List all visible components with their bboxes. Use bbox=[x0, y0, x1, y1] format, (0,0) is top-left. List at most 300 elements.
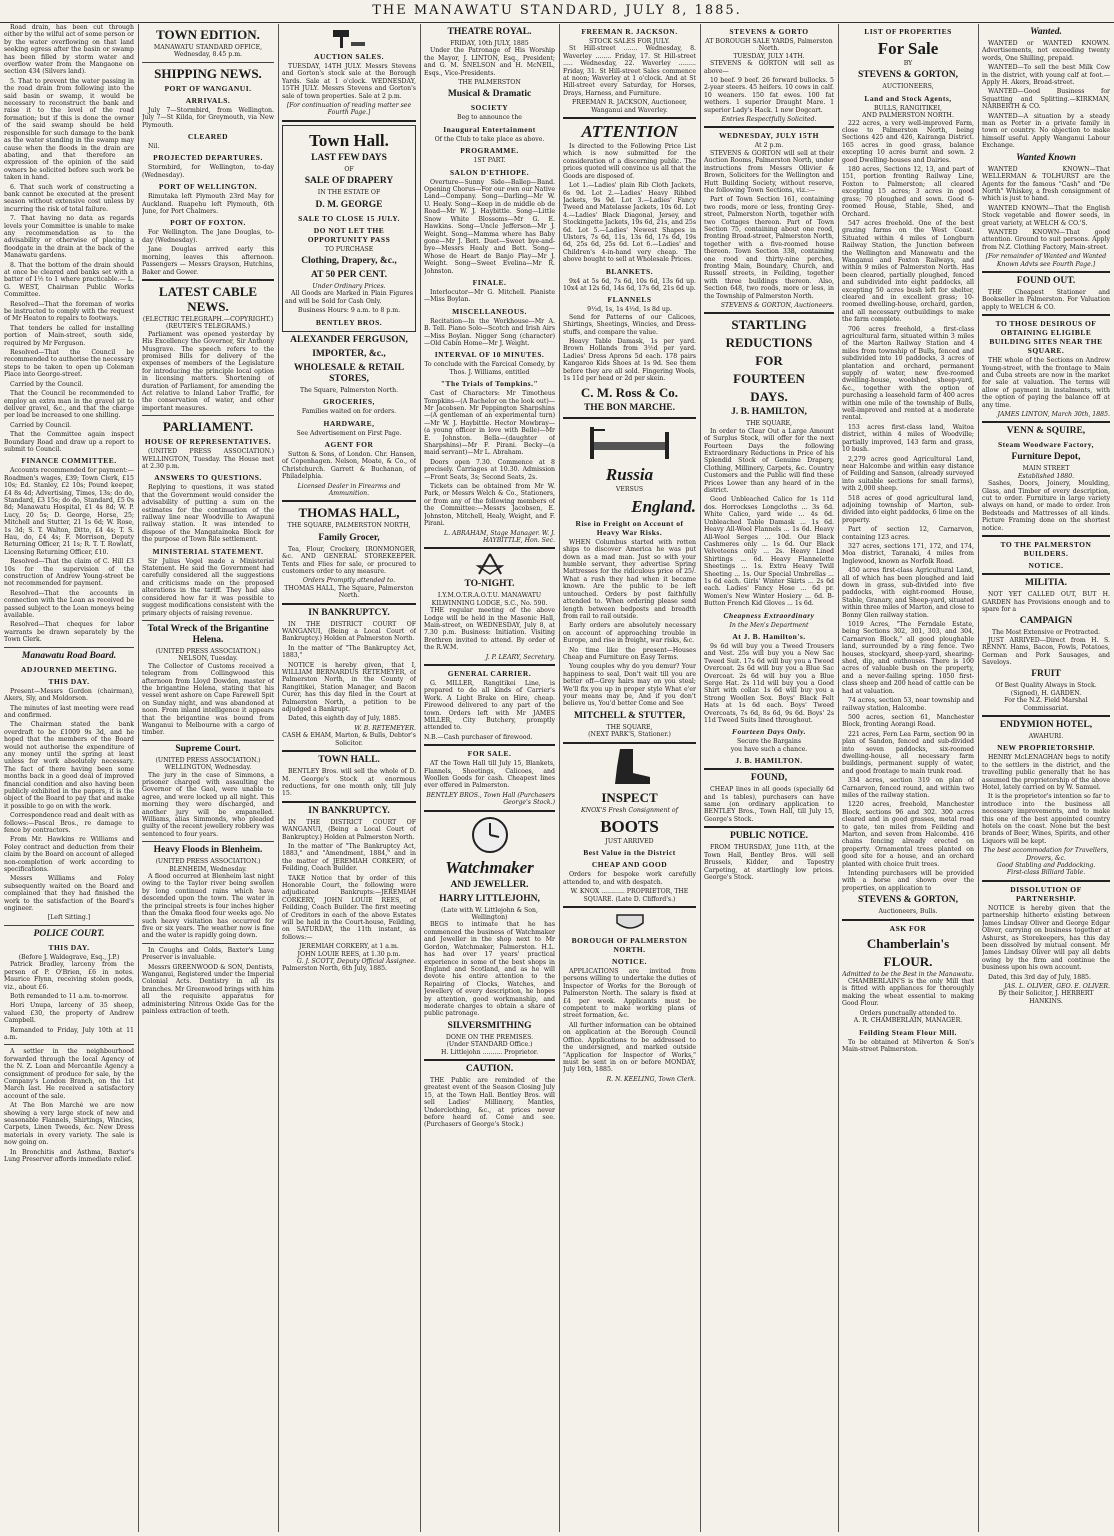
ad-heading: FOURTEEN bbox=[733, 371, 805, 387]
ad-text: Tickets can be obtained from Mr W. Park, or Messrs Welch & Co., Stationers, or from any of the following members of the Committee:—Messrs Jacobsen, E. Johnston, Mitchell, Healy, Weight, and F. Pirani. bbox=[424, 483, 555, 528]
ad-heading: STARTLING bbox=[731, 317, 807, 333]
ad-text: THE SQUARE, bbox=[746, 420, 792, 428]
section-subheading: CLEARED bbox=[187, 132, 229, 142]
ad-text: Part of section 12, Carnarvon, containing 123 acres. bbox=[842, 526, 974, 541]
ad-heading: FRUIT bbox=[1031, 669, 1061, 680]
ad-heading: Steam Woodware Factory, bbox=[997, 440, 1094, 450]
masonic-emblem-icon bbox=[424, 552, 555, 576]
left-sitting-note: [Left Sitting.] bbox=[47, 914, 91, 922]
section-heading: Total Wreck of the Brigantine Helena. bbox=[147, 623, 269, 645]
ad-signature: STEVENS & GORTON, bbox=[857, 895, 959, 906]
ad-text: AWAHURI. bbox=[1028, 732, 1064, 740]
ad-heading: Watchmaker bbox=[445, 857, 534, 877]
ad-text: MAIN STREET bbox=[1022, 465, 1070, 473]
notice-text: JEREMIAH CORKERY, at 1 a.m. bbox=[299, 943, 399, 951]
ad-heading: SALON D'ETHIOPE. bbox=[449, 167, 530, 177]
ad-text: Orders punctually attended to. bbox=[859, 1009, 957, 1017]
section-heading: Wanted. bbox=[1030, 27, 1062, 37]
notice-signature: JAS. L. OLIVER, GEO. E. OLIVER. bbox=[1004, 982, 1110, 990]
article-paragraph: From Mr. Hawkins re Williams and Foley contract and deduction from their claim by the Board on account of alleged non-completion of work according to specifications. bbox=[4, 836, 134, 874]
ad-text: Families waited on for orders. bbox=[301, 408, 397, 416]
ad-text: Young couples why do you demur? Your happiness to seal, Don't wait till you are better off—Grey hairs may on you steal; We'll fix you up in proper style What e'er your means may be, And if you don't believe us, You'd better Come and See bbox=[563, 663, 696, 708]
column-rule bbox=[559, 24, 560, 1532]
article-paragraph: Road drain, has been cut through either by the wilful act of some person or by the water overflowing on that land seeking egress after the basin or swamp has been filled by storm water and overflow water from the Mangaone on section 434 (Silvers land). bbox=[4, 24, 134, 76]
ad-text: 450 acres first-class Agricultural Land, all of which has been ploughed and laid down in grass, sub-divided into five paddocks, with eight-roomed House, Stable, Granary, and Sheep-yard, situated within three miles of Marton, and close to Bonny Glen railway station. bbox=[842, 567, 974, 619]
ad-text: Sashes, Doors, Joinery, Moulding, Glass, and Timber of every description, cut to order. Furniture in large variety always on hand, or made to order. Iron Bedsteads and Mattresses of all kinds. Picture Framing done on the shortest notice. bbox=[982, 480, 1110, 532]
article-paragraph: A settler in the neighbourhood forwarded through the local Agency of the N. Z. Loan and Mercantile Agency a consignment of produce for sale, by the Company's London Branch, on the 1st March last. He received a satisfactory account of the sale. bbox=[4, 1048, 134, 1100]
article-paragraph: 6. That such work of constructing a bank cannot be executed at the present season without extensive cost unless by incurring the risk of total failure. bbox=[4, 183, 134, 213]
notice-heading: IN BANKRUPTCY. bbox=[308, 805, 390, 816]
ad-heading: "The Trials of Tompkins." bbox=[440, 379, 539, 389]
borough-crest-icon bbox=[563, 911, 696, 933]
ad-heading: WEDNESDAY, JULY 15TH bbox=[719, 131, 819, 141]
article-paragraph: At The Bon Marché we are now showing a very large stock of new and seasonable Flannels, Shirtings, Wincies, Carpets, Linen Tweeds, &c. New Dress materials in every variety. The sale is now going on. bbox=[4, 1102, 134, 1147]
article-paragraph: For Wellington. The Jane Douglas, to-day (Wednesday). bbox=[142, 229, 274, 244]
section-subheading: PORT OF FOXTON. bbox=[170, 218, 246, 228]
ad-text: To conclude with the Farcical Comedy, by Thos. J. Williams, entitled bbox=[424, 361, 555, 376]
ad-text: 153 acres first-class land, Waitoa district, within 4 miles of Woodville; partially improved, 143 farm and grass, 10 bush. bbox=[842, 423, 974, 454]
section-subheading: THIS DAY. bbox=[48, 676, 90, 686]
article-paragraph: Jane Douglas arrived early this morning, leaves this afternoon. Passengers — Messrs Grayson, Hutchins, Baker and Gower. bbox=[142, 246, 274, 276]
ad-text: G. MILLER, Rangitikei Line, is prepared to do all kinds of Carrier's Work. A Light Brake on Hire, cheap. Firewood delivered to any part of the town. Orders left with Mr JAMES MILLER, City Butchery, promptly attended to. bbox=[424, 679, 555, 732]
ad-heading: HARDWARE, bbox=[323, 418, 375, 428]
ad-text: TO PURCHASE bbox=[324, 245, 374, 253]
ad-text: The Most Extensive or Protracted. bbox=[991, 629, 1101, 637]
column-rule bbox=[978, 24, 979, 1532]
ad-text: Of the Club to take place as above. bbox=[434, 135, 545, 143]
notice-text: TAKE Notice that by order of this Honorable Court, the following were adjudicated Bankrupts:—JEREMIAH CORKERY, JOHN LOUIE REES, of Feilding, Coach Builder. The first meeting of Creditors in each of the above Estates will be held in the Court-house, Feilding, on SATURDAY, the 11th instant, as follows:— bbox=[282, 874, 416, 941]
ad-heading: Land and Stock Agents, bbox=[864, 93, 952, 103]
ad-heading: ATTENTION bbox=[581, 122, 678, 142]
notice-text: Dated, this eighth day of July, 1885. bbox=[288, 715, 401, 723]
notice-signature: G. J. SCOTT, Deputy Official Assignee. bbox=[296, 958, 416, 966]
ad-text: Cast of Characters: Mr Timotheus Tompkins—(A Bachelor on the look out)—Mr Jacobsen. Mr Peppington Sharpshins—(A gentleman of an experimental turn)—Mr W. J. Haybittle. Hector Mowbray—(a young officer in love with Belle)—Mr E. Johnston. Bella—(daughter of Sharpshins)—Mr F. Pirani. Becky—(a maid servant)—Mr L. Abraham. bbox=[424, 390, 555, 457]
ad-heading: ENDYMION HOTEL, bbox=[999, 719, 1093, 730]
ad-heading: WHOLESALE & RETAIL STORES, bbox=[293, 362, 405, 384]
ad-text: 9x4 at 5s 6d, 7s 6d, 10s 6d, 13s 6d up. 10x4 at 12s 6d, 14s 6d, 17s 6d, 21s 6d up. bbox=[563, 277, 696, 292]
ad-heading: CHEAP AND GOOD bbox=[591, 860, 668, 870]
ad-text: Under the Patronage of His Worship the Mayor, J. LINTON, Esq., President; and G. M. SNELSON and H. McNEIL, Esqs., Vice-Presidents. bbox=[424, 47, 555, 77]
article-paragraph: The jury in the case of Simmons, a prisoner charged with assaulting the Governor of the Gaol, were unable to agree, and were locked up all night. This morning they were discharged, and another jury will be empanelled. Williams, alias Simmonds, who pleaded guilty of the recent jewellery robbery was sentenced to four years. bbox=[142, 771, 274, 838]
ad-heading: AT 50 PER CENT. bbox=[310, 270, 387, 281]
article-paragraph: Carried by the Council. bbox=[10, 380, 84, 388]
column-rule bbox=[420, 24, 421, 1532]
masthead: THE MANAWATU STANDARD, JULY 8, 1885. bbox=[0, 0, 1114, 23]
article-paragraph: Resolved—That cheques for labor warrants be drawn separately by the Town Clerk. bbox=[4, 621, 134, 644]
ad-text: STEVENS & GORTON will sell as above— bbox=[704, 60, 834, 75]
ad-text: Heavy Table Damask, 1s per yard. Brown Hollands from 3½d per yard. Ladies' Dress Aprons 5d each. 178 pairs Kangaroo Kids Shoes at 1s 9d. See them before they are all sold. Fingering Wools, 1s 11d per head or 2d per skein. bbox=[563, 338, 696, 383]
notice-heading: IN BANKRUPTCY. bbox=[308, 607, 390, 618]
ad-text: Early orders are absolutely necessary on account of approaching trouble in Europe, and rise in freight, war risks, &c. bbox=[563, 622, 696, 645]
ad-text: Send for Patterns of our Calicoes, Shirtings, Sheetings, Wincies, and Dress-stuffs, and compare the value. bbox=[563, 313, 696, 336]
column-1 bbox=[4, 24, 134, 1532]
column-8 bbox=[982, 24, 1110, 1532]
notice-text: CASH & EHAM, Marton, & Bulls, Debtor's Solicitor. bbox=[282, 732, 416, 747]
column-rule bbox=[138, 24, 139, 1532]
section-heading: PARLIAMENT. bbox=[162, 419, 254, 435]
ad-heading: SILVERSMITHING bbox=[447, 1020, 532, 1031]
ad-heading: INTERVAL OF 10 MINUTES. bbox=[434, 350, 545, 360]
notice-heading: DISSOLUTION OF PARTNERSHIP. bbox=[1010, 884, 1082, 903]
ad-text: All Goods are Marked in Plain Figures and will be Sold for Cash Only. bbox=[285, 290, 413, 305]
ad-heading: England. bbox=[631, 496, 696, 516]
ad-heading: CAUTION. bbox=[465, 1063, 514, 1074]
ad-heading: DO NOT LET THE OPPORTUNITY PASS bbox=[307, 225, 391, 244]
ad-text: WANTED KNOWN—That good attention. Ground to suit persons. Apply from N.Z. Clothing Factory, Main-street. bbox=[982, 228, 1110, 251]
ad-signature: W. KNOX ............ PROPRIETOR, THE SQUARE. (Late D. Clifford's.) bbox=[570, 888, 689, 903]
ad-heading: ASK FOR bbox=[889, 923, 927, 933]
ad-text: BULLS, RANGITIKEI, bbox=[874, 104, 942, 112]
ad-text: CHEAP lines in all goods (specially 6d and 1s tables), purchasers can have same (on ordinary application to BENTLEY Bros., Town Hall, till July 15, George's Stock. bbox=[704, 786, 834, 823]
ad-signature: A. R. CHAMBERLAIN, MANAGER. bbox=[853, 1017, 963, 1025]
ad-heading: SALE OF DRAPERY bbox=[304, 176, 394, 187]
ad-heading: Best Value in the District bbox=[583, 848, 676, 858]
ad-text: THE PALMERSTON bbox=[458, 79, 521, 87]
ad-text: 221 acres, Fern Lea Farm, section 90 in plan of Sandon, fenced and sub-divided into seven paddocks, six-roomed dwelling-house, all necessary farm buildings, permanent supply of water, and good frontage to main trunk road. bbox=[842, 730, 974, 775]
ad-heading: FOR SALE. bbox=[467, 749, 512, 759]
ad-text: BEGS to intimate that he has commenced the business of Watchmaker and Jeweller in the shop next to Mr Gordon, Watchmaker, Palmerston. H.L. has had over 17 years' practical experience in some of the best shops in England and Scotland, and as he will devote his entire attention to the Repairing of Clocks, Watches, and Jewellery of every description, he hopes by attention, good workmanship, and moderate charges to obtain a share of public patronage. bbox=[424, 921, 555, 1018]
section-subheading: MINISTERIAL STATEMENT. bbox=[152, 546, 264, 556]
ad-heading: Inaugural Entertainment bbox=[443, 124, 536, 134]
section-subheading: PROJECTED DEPARTURES. bbox=[153, 153, 263, 163]
article-paragraph: 8. That the bottom of the drain should at once be cleared and banks set with a batter of 1½ to 1 where practicable.— L. G. WEST, Chairman Public Works Committee. bbox=[4, 261, 134, 299]
ad-signature: FREEMAN R. JACKSON, Auctioneer, Wanganui and Waverley. bbox=[572, 99, 687, 114]
column-rule bbox=[700, 24, 701, 1532]
ad-text: It is the proprietor's intention so far to introduce into the business all necessary improvements, and to make this one of the best appointed country hotels on the coast. None but the best brands of Beer, Wines, Spirits, and other Liquors will be kept. bbox=[982, 793, 1110, 845]
ad-text: 10 beef. 9 beef. 26 forward bullocks. 5 2-year steers. 45 heifers. 10 cows in calf. 10 weaners. 150 fat ewes. 100 fat wethers. 1 superior Draught Mare. 1 superior Lady's Hack. 1 new Dogcart. bbox=[704, 77, 834, 114]
ad-text: WANTED—A situation by a steady man as Porter in a private family in town or country. No objection to make himself useful. Apply Wanganui Labour Exchange. bbox=[982, 112, 1110, 150]
article-paragraph: In Bronchitis and Asthma, Baxter's Lung Preserver affords immediate relief. bbox=[4, 1148, 134, 1164]
notice-heading: NOTICE. bbox=[1028, 561, 1064, 571]
ad-text: 9½d, 1s, 1s 4½d, 1s 8d up. bbox=[587, 306, 672, 314]
ad-text: THE whole of the Sections on Andrew Young-street, with the frontage to Main and Cuba streets are now in the market for sale at valuation. The terms will allow of payment in instalments, with the option of paying the balance off at any time. bbox=[982, 357, 1110, 409]
notice-text: FROM THURSDAY, June 11th, at the Town Hall, Bentley Bros. will sell Brussels, Kidder, and Tapestry Carpeting, at startlingly low prices. George's Stock. bbox=[704, 844, 834, 881]
column-7 bbox=[842, 24, 974, 1532]
ad-text: CHAMBERLAIN'S is the only Mill that is fitted with appliances for thoroughly making the wheat essential to making Good Flour. bbox=[842, 978, 974, 1008]
article-paragraph: That the Committee again inspect Boundary Road and draw up a report to submit to Council. bbox=[4, 431, 134, 453]
ad-text: In the Men's Department bbox=[729, 621, 809, 629]
ad-text: Of Best Quality Always in Stock. bbox=[995, 682, 1097, 690]
article-paragraph: Resolved—That the Council be recommended to authorise the necessary steps to be taken to open up Coleman Place into George-street. bbox=[4, 349, 134, 379]
section-subheading: ARRIVALS. bbox=[185, 95, 231, 105]
ad-text: Tea, Flour, Crockery, IRONMONGER, &c. AND GENERAL STOREKEEPER. Tents and Flies for sale, or procured to customers order to any measure. bbox=[282, 545, 416, 575]
ad-text: The Square, Palmerston North. bbox=[299, 386, 399, 394]
section-heading: SHIPPING NEWS. bbox=[154, 65, 262, 81]
ad-text: WANTED KNOWN—That WELLERMAN & TOLHURST are the Agents for the famous "Cash" and "De North" Whiskey, a fresh consignment of which is just to hand. bbox=[982, 165, 1110, 203]
article-paragraph: Resolved—That the accounts in connection with the Loan as received be passed subject to the Loan moneys being available. bbox=[4, 589, 134, 620]
ad-signature: L. ABRAHAM, Stage Manager. W. J. HAYBITTLE, Hon. Sec. bbox=[443, 529, 555, 544]
ad-text: 500 acres, section 61, Manchester Block, fronting Aorangi Road. bbox=[842, 713, 974, 729]
ad-text: Established 1880. bbox=[1017, 472, 1075, 480]
ad-heading: Rise in Freight on Account of Heavy War Risks. bbox=[575, 518, 684, 537]
section-heading: LATEST CABLE NEWS. bbox=[158, 283, 258, 314]
ad-heading: MITCHELL & STUTTER, bbox=[573, 710, 686, 721]
ad-text: WHEN Columbus started with rotten ships to discover America he was put down as a mad man. Just so with your humble servant, they advertise Spring Mattresses for the ridiculous price of 25/. What a rush they had when it became known. Are the public to be left untouched. Orders by post faithfully attended to. When ordering please send length between bedposts and breadth from rail to rail outside. bbox=[563, 538, 696, 620]
ad-heading: For Sale bbox=[877, 39, 939, 58]
article-paragraph: That tenders be called for installing portion of Main-street, south side, required by Mr Ferguson. bbox=[4, 324, 134, 347]
ad-text: For the N.Z. Field Marshal Commissariat. bbox=[1004, 697, 1088, 712]
article-paragraph: Rimutaka left Plymouth 23rd May for Auckland. Ruapehu left Plymouth, 6th June, for Port Chalmers. bbox=[142, 193, 274, 216]
ad-signature: BENTLEY BROS., Town Hall (Purchasers George's Stock.) bbox=[426, 791, 555, 807]
ad-heading: PROGRAMME. bbox=[460, 146, 519, 156]
ad-signature: BENTLEY BROS. bbox=[315, 317, 383, 327]
auction-hammer-icon bbox=[282, 27, 416, 49]
ad-heading: BOOTS bbox=[600, 817, 659, 836]
ad-text: 1019 Acres, "The Ferndale Estate, being Sections 302, 301, 303, and 304, Carnarvon Block," all good ploughable land, surrounded by a ring fence. Two houses, stockyard, sheep-yard, shearing-shed, dip, and outhouses. There is 100 acres of valuable bush on the property, and a never-failing spring. 1050 first-class sheep and 200 head of cattle can be had at valuation. bbox=[842, 621, 974, 695]
section-heading: FINANCE COMMITTEE. bbox=[21, 456, 117, 466]
section-subheading: PORT OF WELLINGTON. bbox=[158, 182, 258, 192]
ad-text: Interlocutor—Mr G. Mitchell. Pianiste—Miss Boylan. bbox=[424, 288, 555, 304]
column-4 bbox=[424, 24, 555, 1532]
ad-text: Orders for bespoke work carefully attended to, and with despatch. bbox=[563, 871, 696, 886]
ad-text: (NEXT PARK'S, Stationer.) bbox=[588, 731, 671, 739]
article-paragraph: Messrs Williams and Foley subsequently waited on the Board and complained that they had finished the work to the satisfaction of the Board's engineer. bbox=[4, 875, 134, 913]
section-subheading: PORT OF WANGANUI. bbox=[164, 83, 252, 93]
column-rule bbox=[278, 24, 279, 1532]
ad-text: 222 acres, a very well-improved Farm, close to Palmerston North, being Sections 425 and 426, Kairanga District. 165 acres in good grass, balance excepting 10 acres burnt and sown. 2 good Dwelling-houses and Dairies. bbox=[842, 119, 974, 164]
notice-text: THE regular meeting of the above Lodge will be held in the Masonic Hall, Main-street, on WEDNESDAY, July 8, at 7.30 p.m. Business: Initiation. Visiting Brethren invited to attend. By order of the R.W.M. bbox=[424, 607, 555, 652]
section-heading: Wanted Known bbox=[1016, 152, 1076, 163]
ad-text: AUCTIONEERS, bbox=[882, 83, 934, 91]
ad-text: THE SQUARE, bbox=[606, 723, 653, 731]
ad-heading: REDUCTIONS bbox=[725, 335, 813, 351]
section-subheading: (UNITED PRESS ASSOCIATION.) BLENHEIM, Wednesday. bbox=[155, 858, 261, 873]
ad-signature: JAMES LINTON, March 30th, 1885. bbox=[997, 411, 1110, 419]
ad-heading: IMPORTER, &c., bbox=[312, 348, 386, 359]
ad-text: KNOX'S Fresh Consignment of bbox=[581, 806, 678, 814]
ad-heading: Fourteen Days Only. bbox=[731, 727, 806, 737]
ad-text: FRIDAY, 10th JULY, 1885 bbox=[450, 40, 529, 47]
column-6 bbox=[704, 24, 834, 1532]
ad-text: JUST ARRIVED bbox=[605, 838, 654, 845]
ad-text: THE SQUARE, PALMERSTON NORTH, bbox=[287, 522, 411, 530]
ad-text: WANTED KNOWN—That the English Stock vegetable and flower seeds, in great variety, at WELCH & CO.'S. bbox=[982, 204, 1110, 227]
ad-heading: STEVENS & GORTON, bbox=[857, 70, 959, 81]
ad-text: DONE ON THE PREMISES. bbox=[445, 1033, 534, 1041]
court-before: (Before J. Waldegrave, Esq., J.P.) bbox=[18, 953, 120, 961]
ad-heading: Furniture Depot, bbox=[1011, 452, 1081, 463]
notice-text: NOTICE is hereby given, that I, WILLIAM BERNARDUS RETEMEYER, of Palmerston North, in the County of Rangitikei, Station Manager, and Bacon Curer, has this day filed in the Court at Palmerston North, a petition to be adjudged a Bankrupt. bbox=[282, 661, 416, 714]
ad-heading: FINALE. bbox=[472, 277, 507, 287]
ad-heading: FREEMAN R. JACKSON. bbox=[581, 27, 678, 36]
section-subheading: (UNITED PRESS ASSOCIATION.) WELLINGTON, Wednesday. bbox=[155, 756, 261, 772]
notice-heading: PUBLIC NOTICE. bbox=[729, 831, 809, 842]
section-heading: TOWN EDITION. bbox=[156, 27, 260, 42]
article-paragraph: July 7—Stormbird, from Wellington. July 7—St Kilda, for Greymouth, via New Plymouth. bbox=[142, 106, 274, 129]
notice-signature: W. B. RETEMEYER. bbox=[354, 724, 416, 732]
ad-heading: DAYS. bbox=[750, 389, 788, 405]
ad-heading: HARRY LITTLEJOHN, bbox=[439, 893, 540, 904]
ad-heading: Feilding Steam Flour Mill. bbox=[859, 1027, 957, 1037]
ad-text: Licensed Dealer in Firearms and Ammunition. bbox=[297, 482, 401, 497]
article-paragraph: Both remanded to 11 a.m. to-morrow. bbox=[10, 992, 128, 1000]
article-paragraph: Remanded to Friday, July 10th at 11 a.m. bbox=[4, 1026, 134, 1041]
article-paragraph: 5. That to prevent the water passing in the road drain from following into the said basin or swamp, it would be necessary to reconstruct the bank and raise it to the level of the road formation; but if this is done the owner of the said swamp should be held responsible for such damage to the bank as the water standing in the swamp may cause when the floods in the drain are abating, and that therefore an expression of the opinion of the said owners be solicited before such work be taken in hand. bbox=[4, 77, 134, 182]
ad-text: No time like the present—Houses Cheap and Furniture on Easy Terms. bbox=[563, 646, 696, 661]
ad-heading: At J. B. Hamilton's. bbox=[732, 631, 806, 641]
ad-heading: STEVENS & GORTO bbox=[729, 27, 809, 36]
ad-text: Beg to announce the bbox=[457, 114, 522, 122]
ad-heading: THOMAS HALL, bbox=[298, 505, 400, 521]
ad-heading: FOUND OUT. bbox=[1016, 275, 1076, 286]
notice-text: All further information can be obtained on application at the Borough Council Office. Applications to be addressed to the undersigned, and marked outside "Application for Inspector of Works," must be sent in on or before MONDAY, July 16th, 1885. bbox=[563, 1021, 696, 1074]
ad-heading: MISCELLANEOUS. bbox=[452, 306, 527, 316]
notice-heading: TO THE PALMERSTON BUILDERS. bbox=[1000, 540, 1092, 559]
section-heading: Heavy Floods in Blenheim. bbox=[153, 845, 263, 856]
ad-signature: STEVENS & GORTON, Auctioneers. bbox=[720, 302, 834, 309]
ad-text: 74 acres, section 53, near township and railway station, Halcombe. bbox=[842, 697, 974, 712]
ad-heading: Chamberlain's bbox=[866, 935, 950, 951]
ad-heading: LAST FEW DAYS bbox=[311, 152, 387, 163]
ad-heading: THEATRE ROYAL. bbox=[447, 27, 532, 37]
notice-text: IN THE DISTRICT COURT OF WANGANUI, (Being a Local Court of Bankruptcy.) Holden at Palmerston North. bbox=[282, 620, 416, 643]
ad-text: 9s 6d will buy you a Tweed Trousers and Vest. 25s will buy you a New Sac Tweed Suit. 17s 6d will buy you a Tweed Overcoat. 2s 6d will buy you a Blue Sac Overcoat. 2s 6d will buy you a Blue Serge Hat. 2s 11d will buy you a Good Shirt with collar. 1s 6d will buy you a Strong Woollen Sox. Boys' Black Felt Hats at 1s 6d each. Boys' Tweed Overcoats, 7s 6d, 8s 6d, 9s 6d. Boys' 2s 11d Tweed Suits lined throughout. bbox=[704, 642, 834, 725]
article-paragraph: The Chairman stated the bank overdraft to be £1009 9s 3d, and he hoped that the members of the Board would not authorise the expenditure of any money until the spring at least unless for work absolutely necessary. The fact of there having been some months back in a good deal of improved financial condition and also having been publicly exhibited in the papers, it is the object of the Board to pay that and make it possible to go on with the work. bbox=[4, 721, 134, 810]
article-paragraph: Nil. bbox=[148, 143, 160, 151]
ad-heading: TO THOSE DESIROUS OF OBTAINING ELIGIBLE BUILDING SITES NEAR THE SQUARE. bbox=[989, 319, 1103, 356]
section-subheading: (UNITED PRESS ASSOCIATION.) NELSON, Tuesday. bbox=[155, 647, 261, 663]
ad-text: 2,279 acres good Agricultural Land, near Halcombe and within easy distance of Feilding and Sanson, (already surveyed into suitable sections for small farms), with 2,000 sheep. bbox=[842, 455, 974, 493]
notice-text: I.Y.M.O.T.R.A.O.T.U. MANAWATU KILWINNING LODGE, S.C., No. 590. bbox=[431, 592, 548, 607]
ad-text: Sutton & Sons, of London. Chr. Hansen, of Copenhagen. Nelson, Moate, & Co., of Christchurch. Garrett & Buchanan, of Philadelphia. bbox=[282, 450, 416, 481]
notice-text: NOTICE is hereby given that the partnership hitherto existing between James Lindsay Oliver and George Edgar Oliver, carrying on business together at Ashurst, as Storekeepers, has this day been dissolved by mutual consent. Mr James Lindsay Oliver will pay all debts owing by the firm and continue the business upon his own account. bbox=[982, 904, 1110, 972]
article-paragraph: Resolved—That the foreman of works be instructed to comply with the request of Mr Heaton to repairs to footways. bbox=[4, 300, 134, 323]
ad-heading: AND JEWELLER. bbox=[450, 879, 529, 890]
clock-icon bbox=[424, 815, 555, 855]
column-3 bbox=[282, 24, 416, 1532]
ad-text: Lot 1.—Ladies' plain Rib Cloth Jackets, 6s 9d. Lot 2.—Ladies' Heavy Ribbed Jackets, 9s 9d. Lot 3.—Ladies' Fancy Tweed and Matelasse Jackets, 10s 6d. Lot 4.—Ladies' Black Diagonal, Jersey, and Stockingette Jackets, 19s 6d, 21s, and 25s 6d. Lot 5.—Ladies' Newest Shapes in Ulsters, 7s 6d, 11s, 13s 6d, 17s 6d, 19s 6d, 25s 6d, 25s 6d. Lot 6.—Ladies' and Children's 4-in-hand very cheap. The above bought to sell at Wholesale Prices. bbox=[563, 182, 696, 264]
ad-text: BY bbox=[903, 60, 913, 67]
ad-signature: (Signed), H. GARDEN. bbox=[1010, 689, 1082, 697]
notice-text: In the matter of "The Bankruptcy Act, 1883," bbox=[282, 644, 416, 660]
ad-heading: FOR bbox=[755, 353, 783, 369]
article-paragraph: A flood occurred at Blenheim last night owing to the Taylor river being swollen by long continued rains which have descended upon the town. The water in the principal streets is four inches higher than the Omaka flood four weeks ago. No such heavy visitation has occurred for five or six years. The weather now is fine and the water is rapidly going down. bbox=[142, 873, 274, 940]
article-paragraph: That the Council be recommended to employ an extra man in the gravel pit to deliver gravel, &c., and that the charge per load be increased to one shilling. bbox=[4, 390, 134, 420]
ad-text: Orders Promptly attended to. bbox=[302, 577, 396, 585]
ad-heading: VENN & SQUIRE, bbox=[1006, 426, 1086, 437]
article-paragraph: Sir Julius Vogel made a Ministerial Statement. He said the Government had carefully considered all the suggestions and criticisms made on the proposed alterations in the tariff. They had also considered how far it was possible to suggest modifications consistent with the primary objects of raising revenue. bbox=[142, 557, 274, 617]
notice-text: IN THE DISTRICT COURT OF WANGANUI, (Being a Local Court of Bankruptcy.) Holden at Palmerston North. bbox=[282, 818, 416, 841]
ad-text: Doors open 7.30. Commence at 8 precisely. Carriages at 10.30. Admission—Front Seats, 3s; Second Seats, 2s. bbox=[424, 458, 555, 481]
notice-text: JOHN LOUIE REES, at 1.30 p.m. bbox=[297, 950, 401, 958]
ad-text: Admitted to be the Best in the Manawatu. bbox=[842, 970, 974, 978]
ad-text: In order to Clear Out a Large Amount of Surplus Stock, will offer for the next Fourteen Days the following Extraordinary Reductions in Price of his Splendid Stock of Genuine Drapery, Clothing, Millinery, Carpets, &c. Country Customers and the Public will find these Prices Lower than any heard of in the district. bbox=[704, 427, 834, 495]
article-paragraph: (UNITED PRESS ASSOCIATION.) WELLINGTON, Tuesday. The House met at 2.30 p.m. bbox=[142, 448, 274, 470]
section-heading: Supreme Court. bbox=[175, 743, 241, 754]
ad-text: 327 acres, sections 171, 172, and 174, Moa district, Taranaki, 4 miles from Inglewood, known as Norfolk Road. bbox=[842, 542, 974, 565]
ad-text: 1ST PART. bbox=[473, 157, 506, 165]
continuation-note: [For remainder of Wanted and Wanted Known Advts see Fourth Page.] bbox=[985, 253, 1107, 268]
ad-text: See Advertisement on First Page. bbox=[296, 429, 402, 437]
notice-heading: BOROUGH OF PALMERSTON NORTH. bbox=[571, 936, 688, 955]
ad-text: WANTED or WANTED KNOWN. Advertisements, not exceeding twenty words, One Shilling, prepaid. bbox=[982, 40, 1110, 62]
ad-heading: Russia bbox=[605, 465, 654, 485]
ad-heading: ALEXANDER FERGUSON, bbox=[290, 334, 408, 345]
section-subheading: (ELECTRIC TELEGRAPH.—COPYRIGHT.) (REUTER'S TELEGRAMS.) bbox=[142, 315, 274, 331]
ad-heading: MILITIA. bbox=[1025, 578, 1067, 589]
ad-text: THE Cheapest Stationer and Bookseller in Palmerston. For Valuation apply to WELCH & CO. bbox=[982, 288, 1110, 311]
ad-text: TUESDAY, JULY 14TH. bbox=[733, 52, 805, 60]
ad-text: Secure the Bargains bbox=[736, 738, 802, 746]
notice-text: APPLICATIONS are invited from persons willing to undertake the duties of Inspector of Works for the Borough of Palmerston North. The salary is fixed at £4 per week. Applicants must be competent to make working plans of street formation, &c. bbox=[563, 968, 696, 1020]
notice-text: Palmerston North, 6th July, 1885. bbox=[282, 965, 388, 973]
article-paragraph: TUESDAY, 14TH JULY. Messrs Stevens and Gorton's stock sale at the Borough Yards. Sale at 1 o'clock. WEDNESDAY, 15TH JULY. Messrs Stevens and Gorton's sale of town properties. Sale at 2 p.m. bbox=[282, 63, 416, 100]
ad-heading: LIST OF PROPERTIES bbox=[864, 27, 952, 36]
ad-text: OF bbox=[344, 165, 354, 173]
advertisement-text: In Coughs and Colds, Baxter's Lung Preserver is invaluable. bbox=[142, 946, 274, 962]
ad-text: The best accommodation for Travellers, Drovers, &c. bbox=[983, 847, 1109, 862]
section-subheading: HOUSE OF REPRESENTATIVES. bbox=[144, 437, 272, 447]
ad-signature: J. B. HAMILTON. bbox=[735, 756, 803, 766]
ad-heading: D. M. GEORGE bbox=[315, 199, 383, 210]
article-paragraph: Carried by Council. bbox=[10, 421, 72, 429]
ad-text: 334 acres, section 319 on plan of Carnarvon, fenced round, and within two miles of the railway station. bbox=[842, 777, 974, 799]
ad-heading: CAMPAIGN bbox=[1019, 616, 1073, 627]
ad-text: AND PALMERSTON NORTH. bbox=[862, 112, 954, 120]
notice-heading: NOTICE. bbox=[612, 957, 647, 967]
ad-text: NOT YET CALLED OUT, BUT H. GARDEN has Provisions enough and to spare for a bbox=[982, 591, 1110, 613]
column-rule bbox=[838, 24, 839, 1532]
ad-text: WANTED—To sell the best Milk Cow in the district, with young calf at foot.—Apply H. Akers, Broad-street. bbox=[982, 64, 1110, 87]
ad-text: Part of Town Section 161, containing two roods, more or less, fronting Grey-street, Palmerston North, together with two Cottages thereon. Part of Town Section 75, containing about one rood, fronting Broad-street, Palmerston North, together with a five-roomed house thereon. Town Section 338, containing one rood and thirty-nine perches, fronting Main, Boundary, Church, and Russell streets, in Feilding, together with three buildings thereon. Also, Section 648, two roods, more or less, in the Township of Palmerston North. bbox=[704, 196, 834, 300]
section-subheading: ADJOURNED MEETING. bbox=[20, 664, 118, 674]
ad-heading: FLOUR. bbox=[883, 953, 933, 969]
article-paragraph: Accounts recommended for payment:—Roadmen's wages, £39; Town Clerk, £15 10s; Ed. Stanley, £2 10s; Pound keeper, £4 8s 4d; Advertising, Times, 13s; do do, Standard, £3 15s; do do, Standard, £5 0s 8d; Manawatu Hospital, £1 4s 8d; W. P. Lucy, 20 5s; D. George, Horse, 25; Mitchell and Stutter, 21 1s 6d; W. Rose, 1s 3d; S. T. Walton, Ditto, £4 4s; T. S. Hau, do, £4 4s; F. Morrison, Deputy Returning Officer, 21 1s; R. T. T. Rowlatt, Licensing Returning Officer, £10. bbox=[4, 467, 134, 556]
section-subheading: MANAWATU STANDARD OFFICE, Wednesday, 8.45 p.m. bbox=[153, 44, 263, 59]
column-2 bbox=[142, 24, 274, 1532]
ad-text: Auctioneers, Bulls. bbox=[878, 908, 938, 916]
column-5 bbox=[563, 24, 696, 1532]
ad-heading: J. B. HAMILTON, bbox=[731, 407, 807, 418]
ad-heading: FOUND, bbox=[750, 773, 788, 784]
article-paragraph: Stormbird, for Wellington, to-day (Wednesday). bbox=[142, 164, 274, 179]
section-subheading: ANSWERS TO QUESTIONS. bbox=[154, 473, 262, 483]
ad-text: 1220 acres, freehold, Manchester Block, sections 96 and 302. 300 acres cleared and in good grasses, metal road to gate, ten miles from Feilding and Marton, and seven from Halcombe. 416 chains fencing already erected on property. Ornamental trees planted on good site for a house, and an orchard planted with choice fruit trees. bbox=[842, 801, 974, 868]
ad-heading: GENERAL CARRIER. bbox=[447, 668, 532, 678]
ad-text: Entries Respectfully Solicited. bbox=[721, 116, 817, 124]
article-paragraph: Patrick Bradley, larceny from the person of P. O'Brien, £6 in notes. Maurice Flynn, receiving stolen goods, viz., about £6. bbox=[4, 961, 134, 991]
ad-heading: INSPECT bbox=[601, 789, 658, 805]
section-subheading: THIS DAY. bbox=[48, 942, 90, 952]
ad-text: VERSUS bbox=[615, 486, 644, 494]
ad-text: Overture—Sunny Side—Ballep—Band. Opening Chorus—For our own our Native Land—Company. Song—Darling—Mr W. U. Healy. Song—Keep in de middle ob de Road—Mr W. J. Haybittle. Song—Little Snow White Blossoms—Mr G. E. Hawkins. Song—Uncle Jefferson—Mr J. Weight. Song—Mamma where has Baby gone—Mr J. Bett. Duet—Sweet bye-and-bye—Messrs Healy and Bett. Song—Whose de Heart de Banjo Play—Mr J. Weight. Song—Sweet Evelina—Mr R. Johnston. bbox=[424, 178, 555, 275]
ad-heading: Family Grocer, bbox=[318, 532, 380, 543]
advertisement-text: Messrs GREENWOOD & SON, Dentists, Wanganui, Registered under the Imperial Colonial Acts. Dentistry in all its branches. Mr Greenwood brings with him all the requisite apparatus for administering Nitrous Oxide Gas for the painless extraction of teeth. bbox=[142, 963, 274, 1015]
ad-text: HENRY McLENAGHAN begs to notify to the settlers in the district, and the travelling public generally that he has assumed the proprietorship of the above Hotel, lately carried on by W. Samuel. bbox=[982, 754, 1110, 791]
ad-heading: Cheapness Extraordinary bbox=[723, 610, 815, 620]
ad-heading: GROCERIES, bbox=[323, 397, 375, 407]
ad-text: 180 acres, Sections 12, 13, and part of 151, portion fronting Railway Line, Foxton to Palmerston; all cleared excepting 15 acres; 3 acres in good grass; 70 ploughed and sown. Good 6-roomed House, Stable, Shed, and Orchard. bbox=[842, 166, 974, 218]
ad-text: (Late with W. Littlejohn & Son, Wellington) bbox=[441, 906, 538, 922]
ad-text: 706 acres freehold, a first-class agricultural farm, situated within 3 miles of the Marton Railway Station and 4 miles from township of Bulls, fenced and subdivided into 10 paddocks, 3 acres of plantation and orchard, permanent supply of water, new five-roomed dwelling-house, woolshed, sheep-yard, &c., together with the option of purchasing a leasehold farm of 400 acres within one mile of the township of Bulls, well-improved and rented at a moderate rental. bbox=[842, 325, 974, 422]
ad-text: St Hill-street ....... Wednesday, 8. Waverley ........ Friday, 17. St Hill-street ..... Wednesday, 22. Waverley ......... Friday, 31. St Hill-street Sales commence at noon; Waverley at 1 o'clock. And at St Hill-street every Saturday, for Horses, Drays, Harness, and Furniture. bbox=[563, 45, 696, 97]
boot-icon bbox=[563, 747, 696, 787]
ad-heading: BLANKETS. bbox=[605, 266, 654, 276]
ad-text: Under Ordinary Prices. bbox=[312, 283, 386, 291]
notice-text: In the matter of "The Bankruptcy Act, 1883," and "Amendment, 1884," and in the matter of JEREMIAH CORKERY, of Feilding, Coach Builder. bbox=[282, 842, 416, 873]
ad-heading: Musical & Dramatic bbox=[447, 89, 532, 100]
ad-text: Intending purchasers will be provided with a horse and shown over the properties, on application to bbox=[842, 870, 974, 892]
ad-signature: H. Littlejohn .......... Proprietor. bbox=[440, 1048, 539, 1056]
notice-signature: R. N. KEELING, Town Clerk. bbox=[606, 1075, 696, 1083]
section-heading: AUCTION SALES. bbox=[314, 52, 384, 61]
article-paragraph: Replying to questions, it was stated that the Government would consider the advisability of putting a sum on the estimates for the continuation of the railway line near Woodville to Awapuni railway station. It was intended to dispose of the Mangatainoka Block for the purpose of Town Rile settlement. bbox=[142, 484, 274, 544]
article-paragraph: The Collector of Customs received a telegram from Collingwood this afternoon from Lloyd Dowden, master of the brigantine Helena, stating that his vessel went ashore on Cape Farewell Spit on Sunday night, and was abandoned at noon. From inland intelligence it appears that the brigantine was bound from Wanganui to Melbourne with a cargo of timber. bbox=[142, 662, 274, 737]
notice-text: Dated, this 3rd day of July, 1885. bbox=[988, 973, 1091, 981]
ad-text: 518 acres of good agricultural land, adjoining township of Marton, sub-divided into eight paddocks, 6 lime on the property. bbox=[842, 494, 974, 524]
section-heading: Manawatu Road Board. bbox=[21, 650, 117, 661]
ad-text: Is directed to the Following Price List which is now submitted for the consideration of a discerning public. The prices quoted will convince us all that the Goods are disposed of. bbox=[563, 143, 696, 180]
